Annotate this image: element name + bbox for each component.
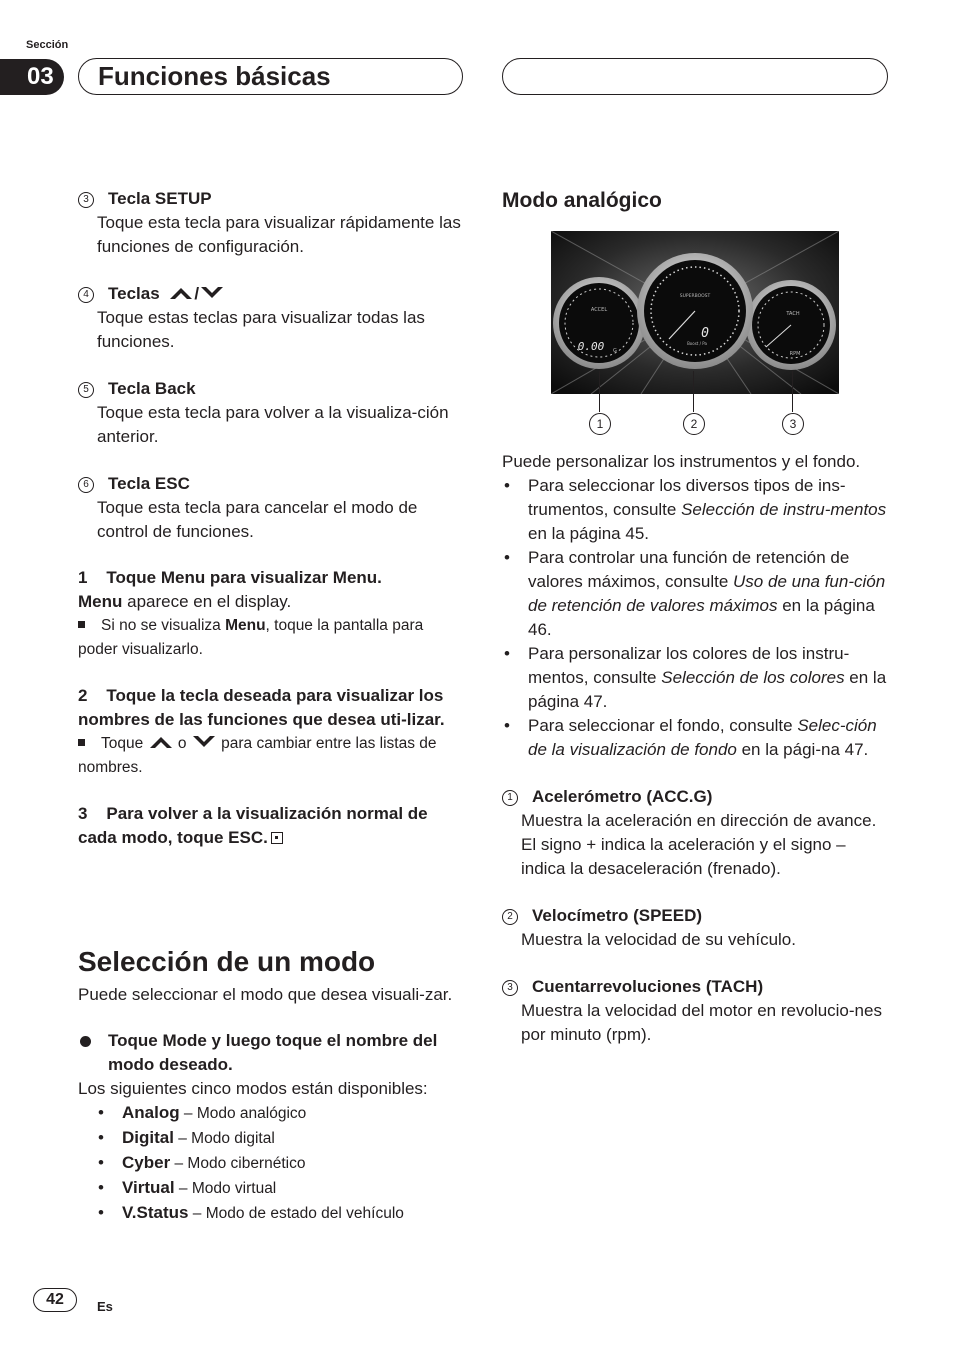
gauge-label: TACH — [786, 311, 800, 317]
step-3 — [78, 802, 466, 850]
gauge-value: 0.00 — [577, 340, 605, 353]
callout-line — [792, 371, 793, 412]
item-title: Tecla SETUP — [108, 189, 212, 208]
list-item — [96, 1101, 466, 1126]
mode-name: Analog — [122, 1103, 180, 1122]
callout-line — [693, 371, 694, 412]
item-title: Tecla ESC — [108, 474, 190, 493]
subsection-heading: Modo analógico — [502, 189, 662, 212]
item-number: 6 — [78, 477, 94, 493]
bullet-dot-icon — [80, 1036, 91, 1047]
gauge-label: ACCEL — [590, 307, 608, 313]
speed-gauge — [637, 253, 753, 369]
mode-desc: – Modo digital — [173, 1130, 275, 1147]
list-item — [502, 714, 892, 762]
step-number: 1 — [78, 568, 88, 587]
note-text: para cambiar entre las listas de nombres. — [78, 735, 437, 776]
bullet-text: en la página 47. — [528, 668, 887, 711]
mode-name: Cyber — [122, 1153, 171, 1172]
end-mark-icon — [271, 832, 283, 844]
accel-gauge — [553, 277, 645, 369]
note-text: Si no se visualiza — [101, 617, 226, 634]
item-number: 3 — [78, 192, 94, 208]
callout-number: 1 — [589, 413, 611, 435]
item-setup-key — [78, 187, 466, 259]
list-item — [96, 1176, 466, 1201]
item-number: 3 — [502, 980, 518, 996]
section-empty-frame — [502, 58, 888, 95]
step-number: 2 — [78, 686, 88, 705]
item-number: 1 — [502, 790, 518, 806]
item-title: Velocímetro (SPEED) — [532, 906, 703, 925]
section-number: 03 — [0, 59, 64, 95]
item-tachometer — [502, 975, 892, 1047]
bullet-text: Para personalizar los colores de los instru-mentos, consulte — [528, 644, 850, 687]
item-number: 5 — [78, 382, 94, 398]
right-intro: Puede personalizar los instrumentos y el fondo. — [502, 452, 861, 471]
bullet-ref: Selección de instru-mentos — [681, 500, 887, 519]
step-2 — [78, 684, 466, 780]
item-body: Toque esta tecla para cancelar el modo de control de funciones. — [97, 498, 418, 541]
callout-number: 2 — [683, 413, 705, 435]
mode-section — [78, 946, 466, 1226]
bullet-text: en la pági-na 47. — [736, 740, 869, 759]
item-body: Muestra la velocidad de su vehículo. — [521, 930, 796, 949]
item-title: Teclas — [108, 284, 160, 303]
item-body: Muestra la velocidad del motor en revolucio-nes por minuto (rpm). — [521, 1001, 882, 1044]
mode-desc: – Modo cibernético — [170, 1155, 306, 1172]
section-heading: Selección de un modo — [78, 946, 376, 977]
item-body: Toque esta tecla para visualizar rápidamente las funciones de configuración. — [97, 213, 461, 256]
note-text: o — [177, 735, 187, 752]
item-body: Muestra la aceleración en dirección de avance. El signo + indica la aceleración y el signo – indica la desaceleración (frenado). — [521, 811, 877, 878]
mode-name: Virtual — [122, 1178, 175, 1197]
item-arrow-keys — [78, 282, 466, 354]
list-item — [502, 642, 892, 714]
arrow-separator: / — [194, 284, 200, 303]
gauge-unit: RPM — [789, 351, 801, 357]
bullet-ref: Selección de los colores — [661, 668, 845, 687]
item-title: Cuentarrevoluciones (TACH) — [532, 977, 764, 996]
item-body: Toque estas teclas para visualizar todas las funciones. — [97, 308, 425, 351]
available-text: Los siguientes cinco modos están disponibles: — [78, 1079, 428, 1098]
callout-number: 3 — [782, 413, 804, 435]
note-bold: Menu — [225, 617, 266, 634]
item-number: 4 — [78, 287, 94, 303]
page-number: 42 — [33, 1288, 77, 1312]
mode-name: Digital — [122, 1128, 174, 1147]
tach-gauge — [746, 280, 836, 370]
section-label: Sección — [26, 39, 69, 51]
step-title: Para volver a la visualización normal de cada modo, toque ESC. — [78, 804, 428, 847]
item-back-key — [78, 377, 466, 449]
note-text: Toque — [101, 735, 144, 752]
bullet-text: Para seleccionar los diversos tipos de ins-trumentos, consulte — [528, 476, 846, 519]
note-marker-icon — [78, 739, 85, 746]
list-item — [502, 474, 892, 546]
mode-desc: – Modo analógico — [179, 1105, 307, 1122]
note-marker-icon — [78, 621, 85, 628]
step-title: Toque la tecla deseada para visualizar los nombres de las funciones que desea uti-lizar. — [78, 686, 445, 729]
step-bold: Menu — [78, 592, 123, 611]
chevron-down-icon — [199, 286, 225, 300]
mode-desc: – Modo de estado del vehículo — [188, 1205, 404, 1222]
bullet-text: Para seleccionar el fondo, consulte — [528, 716, 798, 735]
item-title: Acelerómetro (ACC.G) — [532, 787, 713, 806]
gauge-value: 0 — [701, 326, 709, 341]
analog-mode-screenshot — [551, 231, 839, 394]
mode-name: V.Status — [122, 1203, 189, 1222]
item-number: 2 — [502, 909, 518, 925]
bullet-ref: Selec-ción de la visualización de fondo — [528, 716, 877, 759]
gauge-unit: Boost / Pa — [687, 341, 707, 346]
list-item — [96, 1151, 466, 1176]
bullet-text: en la página 45. — [528, 524, 649, 543]
action-text: Toque Mode y luego toque el nombre del modo deseado. — [108, 1031, 438, 1074]
item-speedometer — [502, 904, 892, 952]
step-text: aparece en el display. — [122, 592, 292, 611]
item-title: Tecla Back — [108, 379, 196, 398]
item-accelerometer — [502, 785, 892, 881]
section-title: Funciones básicas — [98, 61, 331, 91]
gauge-unit: G — [613, 348, 617, 354]
list-item — [96, 1126, 466, 1151]
right-heading-block — [502, 188, 892, 214]
chevron-up-icon — [148, 735, 174, 749]
note-text: , toque la pantalla para poder visualizarlo. — [78, 617, 424, 658]
gauge-brand: SUPERBOOST — [679, 294, 711, 299]
step-title: Toque Menu para visualizar Menu. — [106, 568, 382, 587]
bullet-text: Para controlar una función de retención de valores máximos, consulte — [528, 548, 850, 591]
chevron-up-icon — [168, 286, 194, 300]
callout-line — [599, 371, 600, 412]
list-item — [96, 1201, 466, 1226]
language-code: Es — [97, 1299, 113, 1314]
left-column — [78, 187, 466, 850]
item-esc-key — [78, 472, 466, 544]
mode-desc: – Modo virtual — [174, 1180, 277, 1197]
mode-list — [78, 1101, 466, 1226]
bullet-ref: Uso de una fun-ción de retención de valores máximos — [528, 572, 886, 615]
bullet-text: en la página 46. — [528, 596, 875, 639]
step-number: 3 — [78, 804, 88, 823]
chevron-down-icon — [191, 735, 217, 749]
item-body: Toque esta tecla para volver a la visualiza-ción anterior. — [97, 403, 449, 446]
list-item — [502, 546, 892, 642]
step-1 — [78, 566, 466, 662]
right-body — [502, 450, 892, 1047]
action-line — [78, 1029, 466, 1077]
section-intro: Puede seleccionar el modo que desea visuali-zar. — [78, 985, 453, 1004]
